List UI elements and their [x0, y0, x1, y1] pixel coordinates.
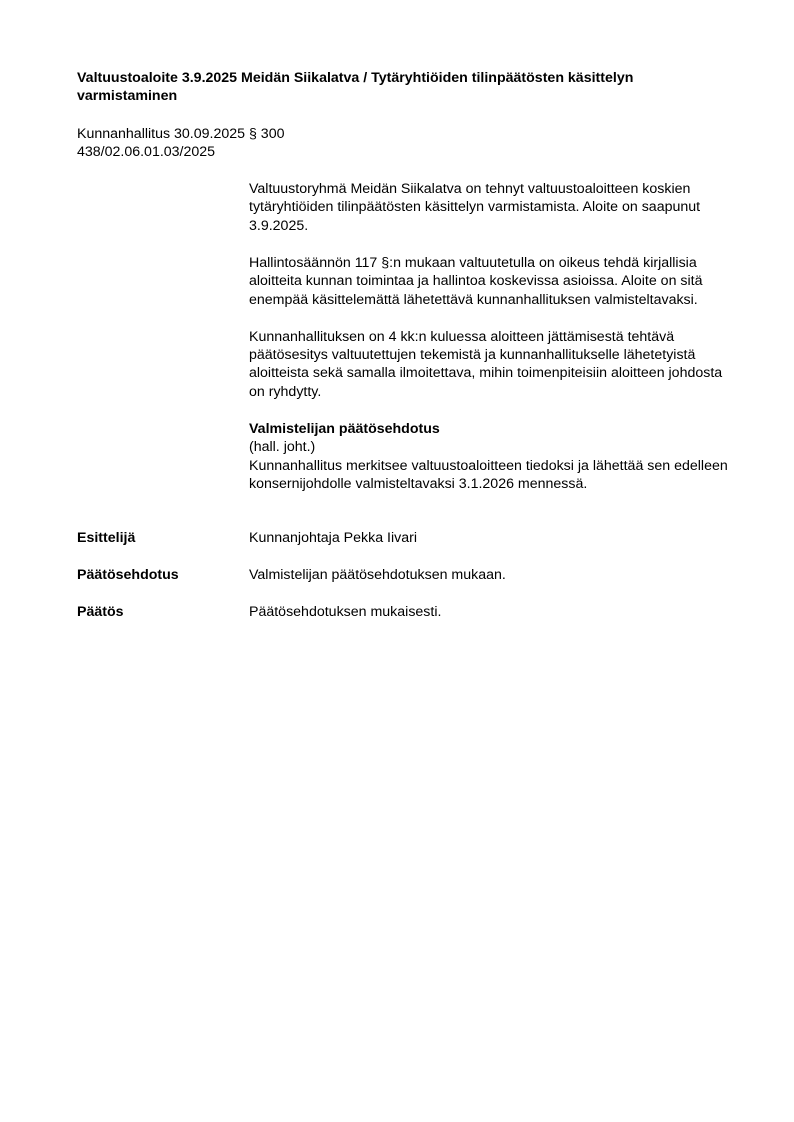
meeting-meta	[77, 125, 284, 162]
field-value-presenter: Kunnanjohtaja Pekka Iivari	[249, 530, 417, 546]
field-label-decision: Päätös	[77, 604, 124, 620]
field-value-decision: Päätösehdotuksen mukaisesti.	[249, 604, 442, 620]
record-id: 438/02.06.01.03/2025	[77, 144, 216, 161]
field-value-proposal: Valmistelijan päätösehdotuksen mukaan.	[249, 567, 506, 583]
proposal-text: Kunnanhallitus merkitsee valtuustoaloitteen tiedoksi ja lähettää sen edelleen konsernijohdolle valmisteltavaksi 3.1.2026 mennessä.	[249, 457, 728, 493]
body-paragraph-2: Hallintosäännön 117 §:n mukaan valtuutetulla on oikeus tehdä kirjallisia aloitteita kunnan toimintaa ja hallintoa koskevissa asioissa. Aloite on sitä enempää käsittelemättä lähetettävä kunnanhallituksen valmisteltavaksi.	[249, 254, 703, 308]
document-title: Valtuustoaloite 3.9.2025 Meidän Siikalatva / Tytäryhtiöiden tilinpäätösten käsittelyn varmistaminen	[77, 70, 634, 105]
body-paragraph-1: Valtuustoryhmä Meidän Siikalatva on tehnyt valtuustoaloitteen koskien tytäryhtiöiden tilinpäätösten käsittelyn varmistamista. Aloite on saapunut 3.9.2025.	[249, 181, 701, 234]
proposal-author: (hall. joht.)	[249, 439, 316, 456]
field-label-proposal: Päätösehdotus	[77, 567, 179, 583]
document-body	[249, 180, 739, 493]
field-label-presenter: Esittelijä	[77, 530, 136, 546]
proposal-heading: Valmistelijan päätösehdotus	[249, 420, 440, 437]
body-paragraph-3: Kunnanhallituksen on 4 kk:n kuluessa aloitteen jättämisestä tehtävä päätösesitys valtuutettujen tekemistä ja kunnanhallitukselle lähetetyistä aloitteista sekä samalla ilmoitettava, mihin toimenpiteisiin aloitteen johdosta on ryhdytty.	[249, 328, 723, 400]
meeting-reference: Kunnanhallitus 30.09.2025 § 300	[77, 126, 285, 142]
